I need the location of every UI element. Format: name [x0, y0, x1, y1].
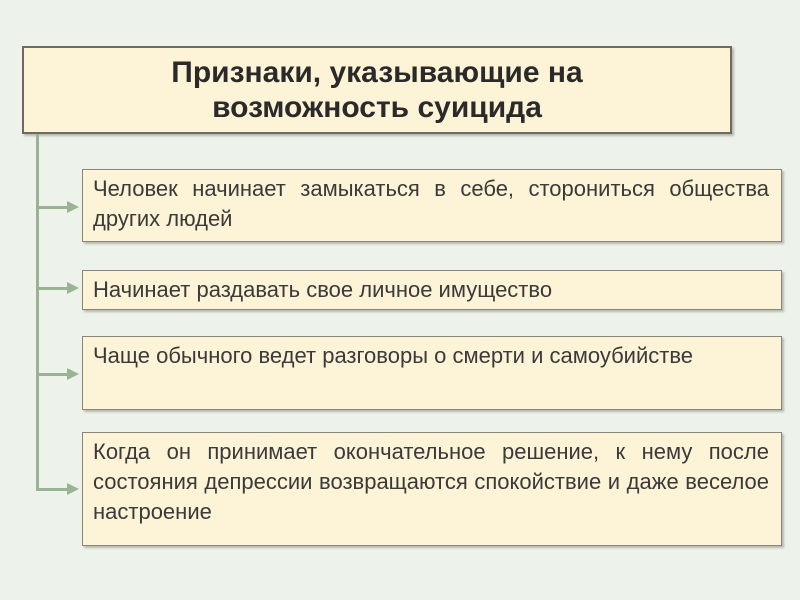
sign-item-2: [82, 270, 782, 310]
sign-item-4: [82, 432, 782, 546]
sign-item-text: Человек начинает замыкаться в себе, сторониться общества других людей: [93, 176, 769, 231]
sign-item-1: [82, 169, 782, 242]
connector-branch-4: [38, 488, 68, 491]
arrow-right-icon: [67, 282, 79, 294]
connector-branch-1: [38, 206, 68, 209]
sign-item-text: Начинает раздавать свое личное имущество: [93, 277, 553, 302]
sign-item-3: [82, 336, 782, 410]
connector-branch-2: [38, 287, 68, 290]
arrow-right-icon: [67, 368, 79, 380]
sign-item-text: Чаще обычного ведет разговоры о смерти и самоубийстве: [93, 343, 693, 368]
arrow-right-icon: [67, 483, 79, 495]
connector-spine: [36, 134, 39, 491]
arrow-right-icon: [67, 201, 79, 213]
connector-branch-3: [38, 373, 68, 376]
title-box: [22, 46, 732, 134]
diagram-title: Признаки, указывающие на возможность суицида: [171, 56, 583, 124]
sign-item-text: Когда он принимает окончательное решение, к нему после состояния депрессии возвращаются спокойствие и даже веселое настроение: [93, 439, 769, 524]
